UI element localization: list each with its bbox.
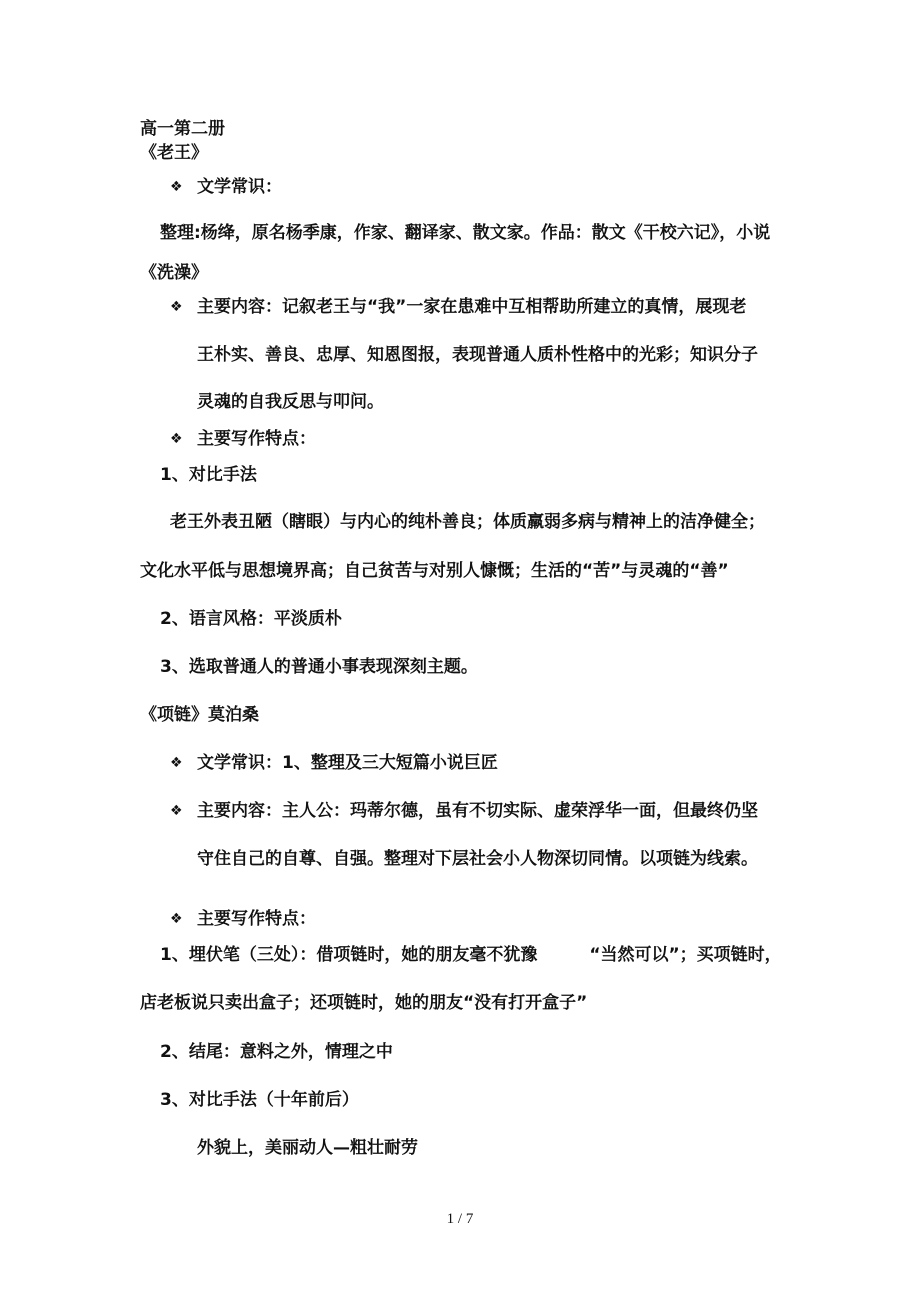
main-content-line: 主要内容：主人公：玛蒂尔德，虽有不切实际、虚荣浮华一面，但最终仍坚 — [197, 801, 758, 821]
section-title-lao-wang: 《老王》 — [140, 143, 208, 163]
lit-knowledge-label: 文学常识： — [197, 177, 282, 197]
diamond-bullet-icon: ❖ — [170, 299, 183, 315]
diamond-bullet-icon: ❖ — [170, 179, 183, 195]
main-content-line: 守住自己的自尊、自强。整理对下层社会小人物深切同情。以项链为线索。 — [197, 849, 758, 869]
feature-item: 2、语言风格：平淡质朴 — [160, 609, 342, 629]
feature-item: 3、对比手法（十年前后） — [160, 1090, 359, 1110]
feature-item-part: “当然可以”；买项链时， — [589, 945, 782, 965]
author-line: 整理:杨绛，原名杨季康，作家、翻译家、散文家。作品：散文《干校六记》，小说 — [160, 223, 771, 243]
feature-detail: 文化水平低与思想境界高；自己贫苦与对别人慷慨；生活的“苦”与灵魂的“善” — [140, 561, 729, 581]
feature-detail: 外貌上，美丽动人—粗壮耐劳 — [197, 1138, 418, 1158]
section-title-necklace: 《项链》莫泊桑 — [140, 705, 259, 725]
diamond-bullet-icon: ❖ — [170, 431, 183, 447]
feature-item: 1、对比手法 — [160, 465, 257, 485]
main-content-line: 王朴实、善良、忠厚、知恩图报，表现普通人质朴性格中的光彩；知识分子 — [197, 345, 758, 365]
main-content-line: 灵魂的自我反思与叩问。 — [197, 392, 384, 412]
diamond-bullet-icon: ❖ — [170, 803, 183, 819]
diamond-bullet-icon: ❖ — [170, 911, 183, 927]
feature-detail: 店老板说只卖出盒子；还项链时，她的朋友“没有打开盒子” — [140, 993, 588, 1013]
feature-item — [160, 944, 782, 966]
feature-item: 2、结尾：意料之外，情理之中 — [160, 1042, 393, 1062]
main-content-line: 主要内容：记叙老王与“我”一家在患难中互相帮助所建立的真情，展现老 — [197, 297, 747, 317]
feature-item-part: 1、埋伏笔（三处）：借项链时，她的朋友毫不犹豫 — [160, 945, 538, 965]
feature-detail: 老王外表丑陋（瞎眼）与内心的纯朴善良；体质羸弱多病与精神上的洁净健全； — [170, 512, 765, 532]
author-line-cont: 《洗澡》 — [140, 263, 208, 283]
diamond-bullet-icon: ❖ — [170, 755, 183, 771]
page-heading: 高一第二册 — [140, 119, 225, 139]
page-number: 1 / 7 — [446, 1211, 474, 1227]
writing-features-label: 主要写作特点： — [197, 909, 316, 929]
lit-knowledge-line: 文学常识：1、整理及三大短篇小说巨匠 — [197, 753, 498, 773]
writing-features-label: 主要写作特点： — [197, 429, 316, 449]
feature-item: 3、选取普通人的普通小事表现深刻主题。 — [160, 657, 478, 677]
